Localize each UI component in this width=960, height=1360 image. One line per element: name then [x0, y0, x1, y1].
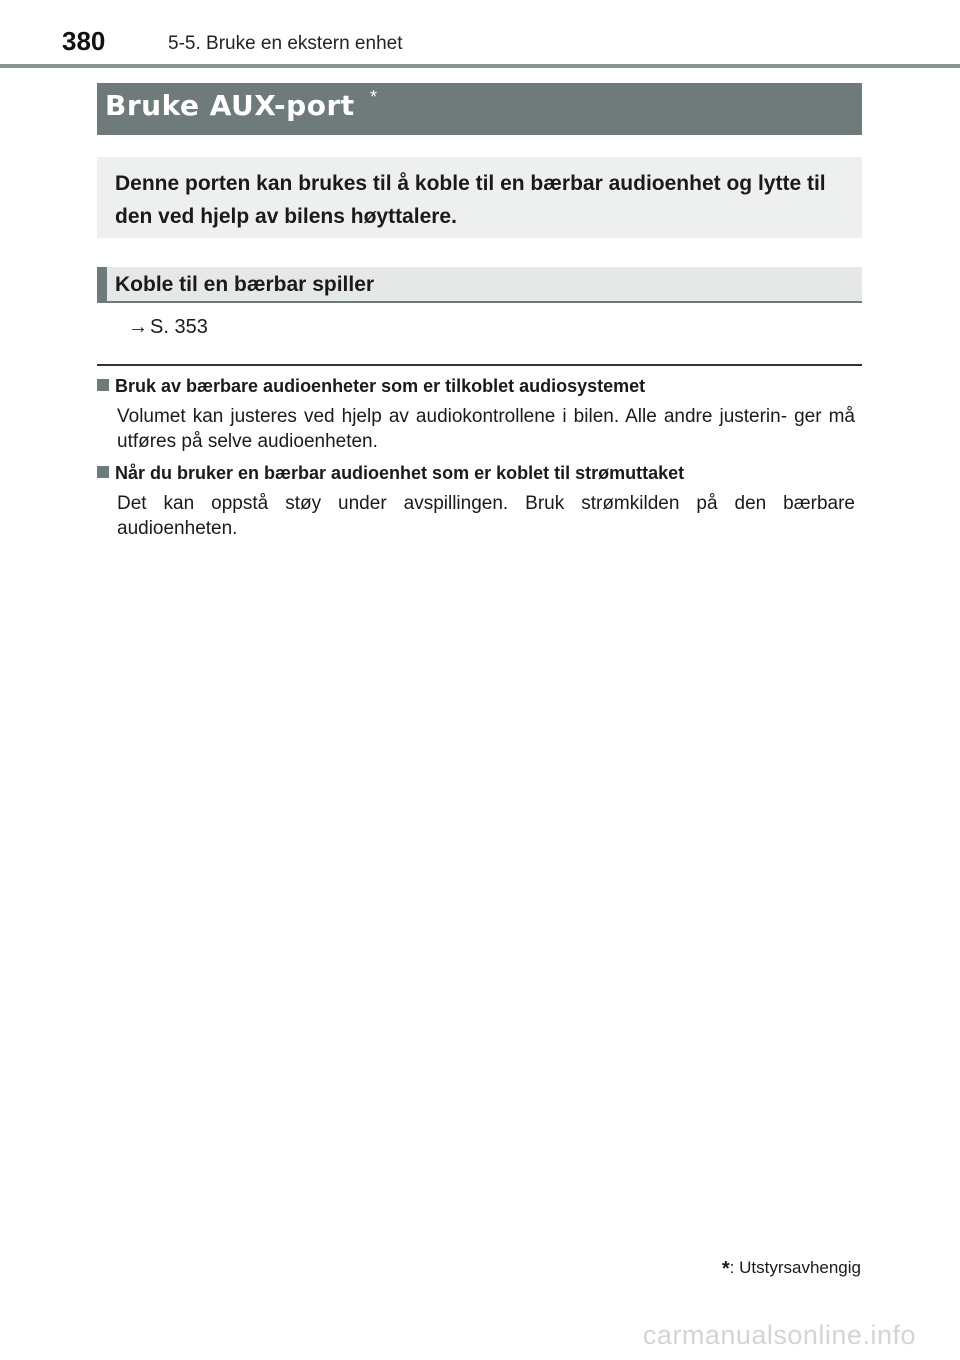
note-heading [97, 463, 684, 484]
intro-text: Denne porten kan brukes til å koble til en bærbar audioenhet og lytte til den ved hjelp av bilens høyttalere. [115, 172, 826, 228]
title-asterisk-icon: * [370, 87, 378, 107]
asterisk-icon: * [721, 1258, 730, 1280]
note-body: Volumet kan justeres ved hjelp av audiokontrollene i bilen. Alle andre justerin- ger må utføres på selve audioenheten. [117, 406, 855, 452]
square-bullet-icon [97, 379, 109, 391]
section-title: Koble til en bærbar spiller [115, 273, 375, 296]
note-heading-text: Bruk av bærbare audioenheter som er tilkoblet audiosystemet [115, 376, 646, 396]
square-bullet-icon [97, 466, 109, 478]
section-accent-bar [97, 267, 107, 301]
divider [97, 364, 862, 366]
note-heading [97, 376, 645, 397]
note-heading-text: Når du bruker en bærbar audioenhet som er koblet til strømuttaket [115, 463, 685, 483]
note-body: Det kan oppstå støy under avspillingen. Bruk strømkilden på den bærbare audioenheten. [117, 493, 855, 539]
watermark: carmanualsonline.info [642, 1320, 916, 1350]
page-reference [128, 316, 208, 339]
page-title: Bruke AUX-port [105, 89, 355, 122]
title-bar [97, 83, 862, 135]
page-reference-link[interactable]: S. 353 [150, 316, 208, 338]
page-number: 380 [62, 26, 106, 56]
footnote-text: : Utstyrsavhengig [729, 1258, 861, 1277]
arrow-right-icon: → [128, 316, 148, 338]
section-header [97, 267, 862, 303]
chapter-heading: 5-5. Bruke en ekstern enhet [168, 33, 403, 54]
footnote [722, 1258, 861, 1281]
intro-box [97, 157, 862, 238]
header-rule [0, 64, 960, 68]
